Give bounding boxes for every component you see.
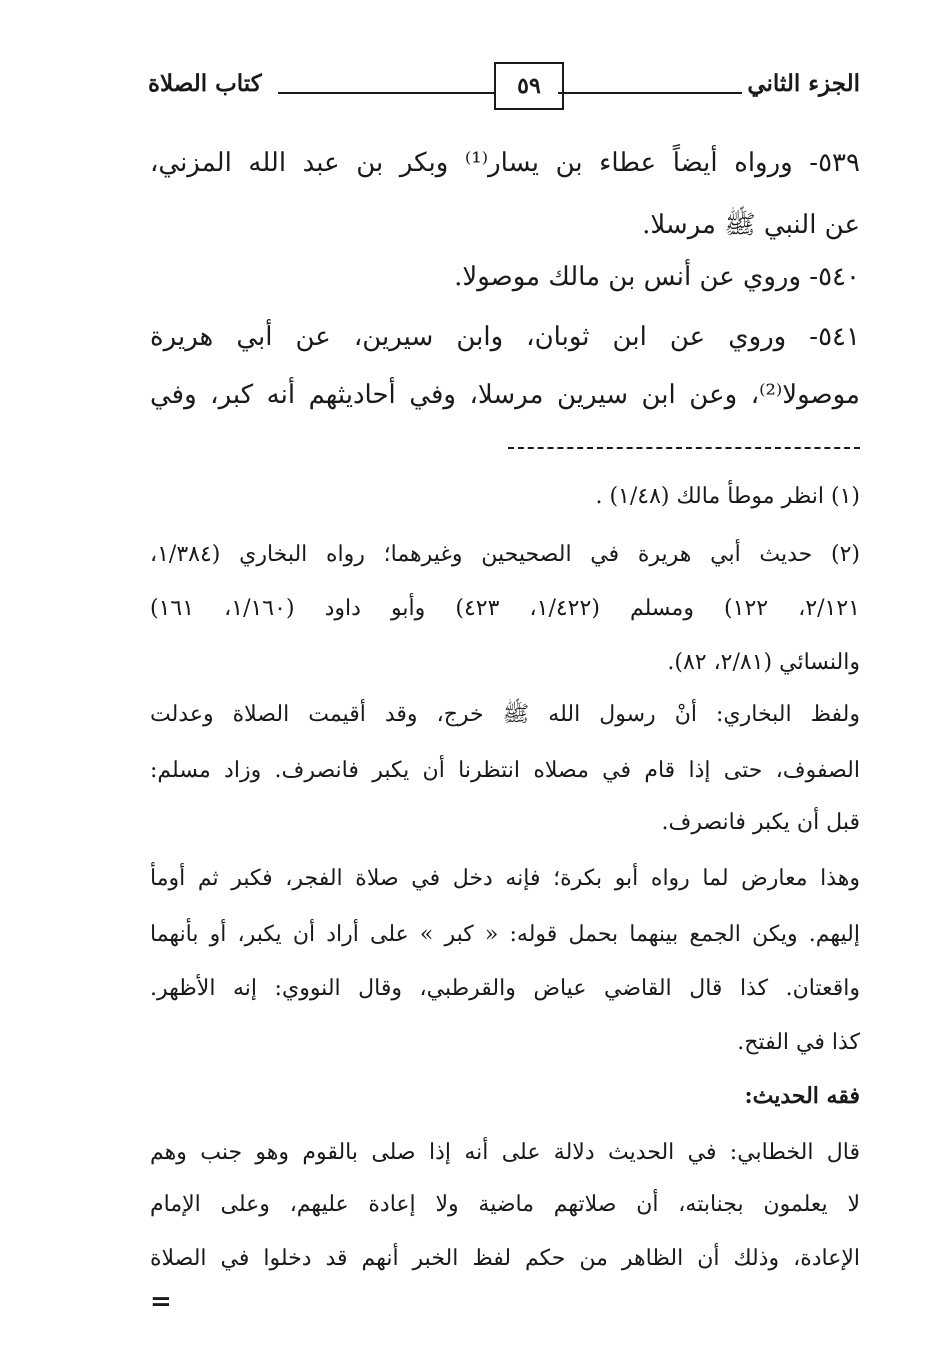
footnote-line: قبل أن يكبر فانصرف. — [661, 810, 860, 835]
footnote-line: الصفوف، حتى إذا قام في مصلاه انتظرنا أن يكبر فانصرف. وزاد مسلم: — [150, 758, 860, 783]
book-title: كتاب الصلاة — [148, 70, 262, 97]
footnote-line: إليهم. ويكن الجمع بينهما بحمل قوله: « كبر » على أراد أن يكبر، أو بأنهما — [150, 922, 860, 947]
footnote-separator — [508, 447, 860, 449]
footnote-line: واقعتان. كذا قال القاضي عياض والقرطبي، وقال النووي: إنه الأظهر. — [150, 976, 860, 1001]
fiqh-line: قال الخطابي: في الحديث دلالة على أنه إذا صلى بالقوم وهو جنب وهم — [150, 1140, 860, 1165]
page-number: ٥٩ — [517, 73, 541, 99]
page-number-box — [494, 62, 564, 110]
part-title: الجزء الثاني — [747, 70, 860, 97]
header-rule-left — [278, 92, 494, 94]
main-line: موصولا⁽²⁾، وعن ابن سيرين مرسلا، وفي أحاديثهم أنه كبر، وفي — [150, 380, 860, 410]
main-line: ٥٤٠- وروي عن أنس بن مالك موصولا. — [454, 262, 860, 292]
main-line: ٥٣٩- ورواه أيضاً عطاء بن يسار⁽¹⁾ وبكر بن عبد الله المزني، — [150, 148, 860, 178]
footnote-line: والنسائي (٢/٨١، ٨٢). — [667, 650, 860, 675]
main-line: ٥٤١- وروي عن ابن ثوبان، وابن سيرين، عن أبي هريرة — [150, 322, 860, 352]
fiqh-line: لا يعلمون بجنابته، أن صلاتهم ماضية ولا إعادة عليهم، وعلى الإمام — [150, 1192, 860, 1217]
footnote-line: وهذا معارض لما رواه أبو بكرة؛ فإنه دخل في صلاة الفجر، فكبر ثم أومأ — [150, 866, 860, 891]
footnote-line: (١) انظر موطأ مالك (١/٤٨) . — [595, 484, 860, 509]
footnote-line: كذا في الفتح. — [737, 1030, 860, 1055]
footnote-line: ولفظ البخاري: أنْ رسول الله ﷺ خرج، وقد أقيمت الصلاة وعدلت — [150, 702, 860, 727]
fiqh-line: الإعادة، وذلك أن الظاهر من حكم لفظ الخبر أنهم قد دخلوا في الصلاة — [150, 1246, 860, 1271]
main-line: عن النبي ﷺ مرسلا. — [642, 210, 860, 240]
header-rule-right — [558, 92, 742, 94]
footnote-line: ٢/١٢١، ١٢٢) ومسلم (١/٤٢٢، ٤٢٣) وأبو داود (١/١٦٠، ١٦١) — [150, 596, 860, 621]
footnote-line: (٢) حديث أبي هريرة في الصحيحين وغيرهما؛ رواه البخاري (١/٣٨٤، — [150, 542, 860, 567]
continuation-mark: = — [150, 1287, 172, 1317]
section-heading: فقه الحديث: — [744, 1083, 860, 1109]
page-header — [148, 62, 860, 118]
